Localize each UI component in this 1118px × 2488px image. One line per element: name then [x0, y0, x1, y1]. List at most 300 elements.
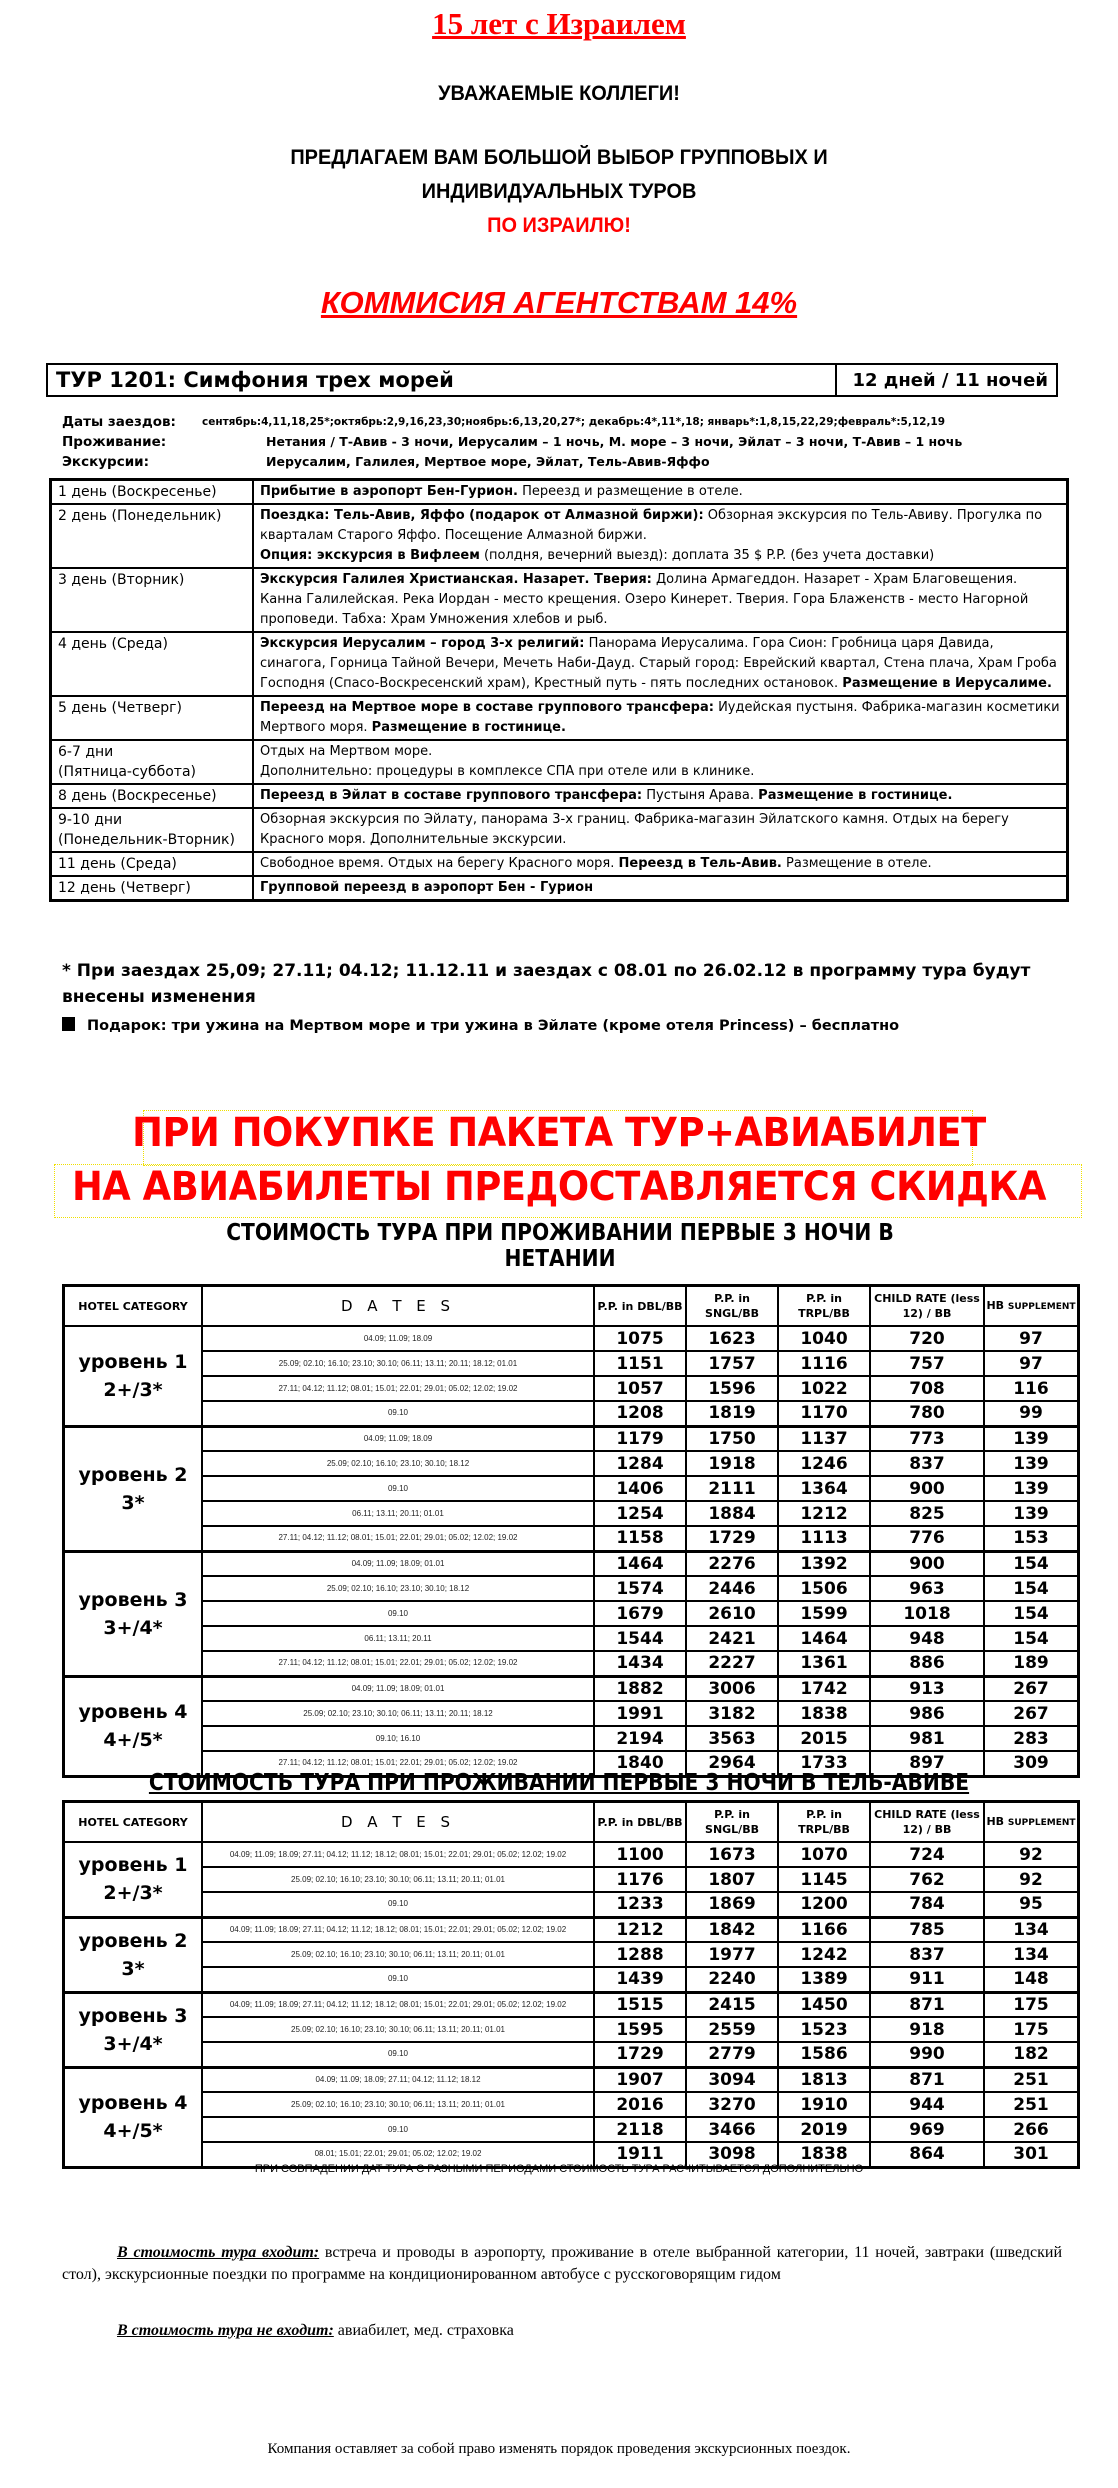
info-label-accommodation: Проживание: [62, 434, 167, 450]
price-dbl: 1158 [594, 1526, 686, 1551]
price-dbl: 1434 [594, 1651, 686, 1676]
price-child: 900 [870, 1476, 984, 1501]
program-row [51, 876, 1068, 901]
price-child: 900 [870, 1551, 984, 1576]
description-text: Отдых на Мертвом море. [260, 744, 433, 759]
price-row [64, 1992, 1079, 2017]
category-level: уровень 3 [78, 2004, 188, 2027]
price-dbl: 1254 [594, 1501, 686, 1526]
row-dates: 27.11; 04.12; 11.12; 08.01; 15.01; 22.01; 29.01; 05.02; 12.02; 19.02 [202, 1751, 594, 1776]
price-sngl: 1842 [686, 1917, 778, 1942]
price-hb: 309 [984, 1751, 1079, 1776]
category-level: уровень 2 [78, 1929, 188, 1952]
price-hb: 139 [984, 1476, 1079, 1501]
price-dbl: 1151 [594, 1351, 686, 1376]
price-row [64, 1626, 1079, 1651]
price-sngl: 1623 [686, 1326, 778, 1351]
description-bold: Размещение в гостинице. [371, 720, 566, 735]
tour-duration: 12 дней / 11 ночей [835, 365, 1056, 395]
price-hb: 139 [984, 1501, 1079, 1526]
program-day [51, 852, 254, 876]
program-row [51, 696, 1068, 740]
price-trpl: 1113 [778, 1526, 870, 1551]
row-dates: 04.09; 11.09; 18.09 [202, 1326, 594, 1351]
program-description [253, 852, 1068, 876]
price-child: 720 [870, 1326, 984, 1351]
price-trpl: 1733 [778, 1751, 870, 1776]
program-day [51, 504, 254, 568]
info-label-dates: Даты заездов: [62, 414, 176, 430]
price-dbl: 1406 [594, 1476, 686, 1501]
price-hb: 95 [984, 1892, 1079, 1917]
category-stars: 3+/4* [103, 2032, 163, 2055]
price-sngl: 3098 [686, 2142, 778, 2167]
col-sngl: P.P. in SNGL/BB [686, 1802, 778, 1843]
offer-line-3: ПО ИЗРАИЛЮ! [487, 214, 631, 237]
price-hb: 189 [984, 1651, 1079, 1676]
price-trpl: 1389 [778, 1967, 870, 1992]
price-row [64, 1401, 1079, 1426]
price-sngl: 2610 [686, 1601, 778, 1626]
price-sngl: 2276 [686, 1551, 778, 1576]
description-bold: Групповой переезд в аэропорт Бен - Гурион [260, 880, 594, 895]
description-bold: Опция: экскурсия в Вифлеем [260, 548, 480, 563]
info-value-dates: сентябрь:4,11,18,25*;октябрь:2,9,16,23,30;ноябрь:6,13,20,27*; декабрь:4*,11*,18; январь*:1,8,15,22,29;февраль*:5,12,19 [202, 416, 946, 428]
category-level: уровень 1 [78, 1854, 188, 1877]
price-trpl: 1450 [778, 1992, 870, 2017]
price-row [64, 1601, 1079, 1626]
hotel-category [64, 1551, 203, 1676]
price-child: 762 [870, 1867, 984, 1892]
col-dbl: P.P. in DBL/BB [594, 1802, 686, 1843]
program-description [253, 568, 1068, 632]
program-day [51, 808, 254, 852]
price-child: 944 [870, 2092, 984, 2117]
row-dates: 25.09; 02.10; 16.10; 23.10; 30.10; 18.12 [202, 1576, 594, 1601]
price-hb: 99 [984, 1401, 1079, 1426]
price-trpl: 1212 [778, 1501, 870, 1526]
price-sngl: 2559 [686, 2017, 778, 2042]
offer-line-1: ПРЕДЛАГАЕМ ВАМ БОЛЬШОЙ ВЫБОР ГРУППОВЫХ И [290, 146, 828, 169]
program-day [51, 696, 254, 740]
price-child: 1018 [870, 1601, 984, 1626]
description-line [260, 546, 1060, 566]
category-stars: 3+/4* [103, 1616, 163, 1639]
category-level: уровень 3 [78, 1588, 188, 1611]
price-hb: 266 [984, 2117, 1079, 2142]
col-child: CHILD RATE (less 12) / BB [870, 1286, 984, 1327]
tour-info [62, 412, 1102, 474]
price-hb: 92 [984, 1842, 1079, 1867]
price-child: 825 [870, 1501, 984, 1526]
price-sngl: 3466 [686, 2117, 778, 2142]
category-stars: 2+/3* [103, 1378, 163, 1401]
price-dbl: 1595 [594, 2017, 686, 2042]
price-dbl: 1212 [594, 1917, 686, 1942]
description-text: Панорама Иерусалима. Гора Сион: Гробница царя Давида, синагога, Горница Тайной Вечери, Мечеть Наби-Дауд. Старый город: Еврейский квартал, Стена плача, Храм Гроба Господня (Спасо-Воскресенский храм), Крестный путь - пять последних остановок. [260, 636, 1057, 691]
price-hb: 251 [984, 2092, 1079, 2117]
not-included-paragraph [117, 2320, 514, 2342]
hb-sub-label: SUPPLEMENT [1007, 1301, 1076, 1312]
row-dates: 09.10 [202, 1892, 594, 1917]
price-child: 911 [870, 1967, 984, 1992]
description-text: Свободное время. Отдых на берегу Красного моря. [260, 856, 619, 871]
price-hb: 154 [984, 1626, 1079, 1651]
hotel-category [64, 1917, 203, 1992]
description-line [260, 854, 1060, 874]
price-child: 871 [870, 1992, 984, 2017]
program-row [51, 632, 1068, 696]
row-dates: 04.09; 11.09; 18.09; 27.11; 04.12; 11.12; 18.12; 08.01; 15.01; 22.01; 29.01; 05.02; 12.02; 19.02 [202, 1992, 594, 2017]
price-row [64, 1426, 1079, 1451]
price-child: 963 [870, 1576, 984, 1601]
program-row [51, 740, 1068, 784]
day-number: 6-7 дни [58, 744, 114, 760]
price-trpl: 1242 [778, 1942, 870, 1967]
program-day [51, 480, 254, 505]
price-hb: 153 [984, 1526, 1079, 1551]
description-text: Долина Армагеддон. Назарет - Храм Благовещения. Канна Галилейская. Река Иордан - место крещения. Озеро Кинерет. Тверия. Гора Блаженств - место Нагорной проповеди. Табха: Храм Умножения хлебов и рыб. [260, 572, 1029, 627]
category-level: уровень 2 [78, 1463, 188, 1486]
hotel-category [64, 1426, 203, 1551]
day-weekday: (Воскресенье) [111, 788, 217, 804]
day-number: 4 день [58, 636, 108, 652]
description-line [260, 742, 1060, 762]
price-hb: 251 [984, 2067, 1079, 2092]
price-dbl: 1840 [594, 1751, 686, 1776]
description-line [260, 810, 1060, 850]
price-row [64, 1892, 1079, 1917]
tour-title-box [46, 363, 1058, 397]
program-row [51, 480, 1068, 505]
program-description [253, 696, 1068, 740]
day-number: 1 день [58, 484, 108, 500]
price-row [64, 1326, 1079, 1351]
program-row [51, 784, 1068, 808]
price-trpl: 1070 [778, 1842, 870, 1867]
offer-line-2: ИНДИВИДУАЛЬНЫХ ТУРОВ [421, 180, 697, 203]
price-hb: 97 [984, 1351, 1079, 1376]
program-description [253, 480, 1068, 505]
price-dbl: 1515 [594, 1992, 686, 2017]
gift-note [62, 1017, 899, 1034]
price-trpl: 1364 [778, 1476, 870, 1501]
price-row [64, 2092, 1079, 2117]
description-text: (полдня, вечерний выезд): доплата 35 $ P.P. (без учета доставки) [479, 548, 935, 563]
hotel-category [64, 1992, 203, 2067]
description-text: Переезд и размещение в отеле. [518, 484, 743, 499]
price-trpl: 1742 [778, 1676, 870, 1701]
col-hb-supplement [984, 1286, 1079, 1327]
price-hb: 154 [984, 1576, 1079, 1601]
day-weekday: (Вторник) [111, 572, 185, 588]
hotel-category [64, 1676, 203, 1776]
row-dates: 04.09; 11.09; 18.09; 27.11; 04.12; 11.12; 18.12; 08.01; 15.01; 22.01; 29.01; 05.02; 12.02; 19.02 [202, 1917, 594, 1942]
description-bold: Переезд на Мертвое море в составе группового трансфера: [260, 700, 714, 715]
program-day [51, 568, 254, 632]
price-row [64, 1942, 1079, 1967]
price-hb: 134 [984, 1942, 1079, 1967]
day-weekday: (Понедельник-Вторник) [58, 832, 235, 848]
price-trpl: 1145 [778, 1867, 870, 1892]
description-bold: Размещение в гостинице. [758, 788, 953, 803]
promo-line-1: ПРИ ПОКУПКЕ ПАКЕТА ТУР+АВИАБИЛЕТ [132, 1110, 986, 1156]
not-included-text: авиабилет, мед. страховка [333, 2322, 514, 2339]
price-trpl: 1464 [778, 1626, 870, 1651]
tour-name: ТУР 1201: Симфония трех морей [56, 368, 454, 392]
price-sngl: 3094 [686, 2067, 778, 2092]
price-sngl: 3270 [686, 2092, 778, 2117]
price-dbl: 1179 [594, 1426, 686, 1451]
day-number: 8 день [58, 788, 108, 804]
description-bold: Поездка: Тель-Авив, Яффо (подарок от Алмазной биржи): [260, 508, 704, 523]
program-description [253, 740, 1068, 784]
row-dates: 09.10 [202, 2042, 594, 2067]
price-child: 864 [870, 2142, 984, 2167]
price-child: 986 [870, 1701, 984, 1726]
price-row [64, 1501, 1079, 1526]
description-text: Обзорная экскурсия по Тель-Авиву. Прогулка по кварталам Старого Яффо. Посещение Алмазной биржи. [260, 508, 1043, 543]
hb-label: HB [986, 1298, 1005, 1312]
price-row [64, 1551, 1079, 1576]
greeting: УВАЖАЕМЫЕ КОЛЛЕГИ! [438, 82, 680, 105]
row-dates: 27.11; 04.12; 11.12; 08.01; 15.01; 22.01; 29.01; 05.02; 12.02; 19.02 [202, 1376, 594, 1401]
description-line [260, 634, 1060, 694]
row-dates: 09.10 [202, 1967, 594, 1992]
description-line [260, 570, 1060, 630]
price-dbl: 1544 [594, 1626, 686, 1651]
price-trpl: 1200 [778, 1892, 870, 1917]
program-day [51, 784, 254, 808]
description-line [260, 698, 1060, 738]
description-line [260, 878, 1060, 898]
price-child: 990 [870, 2042, 984, 2067]
price-trpl: 1116 [778, 1351, 870, 1376]
hotel-category [64, 2067, 203, 2167]
price-child: 918 [870, 2017, 984, 2042]
price-hb: 148 [984, 1967, 1079, 1992]
price-row [64, 1726, 1079, 1751]
category-stars: 2+/3* [103, 1882, 163, 1905]
program-description [253, 808, 1068, 852]
row-dates: 25.09; 02.10; 16.10; 23.10; 30.10; 06.11; 13.11; 20.11; 01.01 [202, 2092, 594, 2117]
row-dates: 08.01; 15.01; 22.01; 29.01; 05.02; 12.02; 19.02 [202, 2142, 594, 2167]
price-row [64, 1676, 1079, 1701]
price-table-netanya [62, 1284, 1080, 1778]
price-dbl: 1075 [594, 1326, 686, 1351]
price-child: 981 [870, 1726, 984, 1751]
not-included-label: В стоимость тура не входит: [117, 2322, 334, 2339]
price-row [64, 2067, 1079, 2092]
category-stars: 4+/5* [103, 1729, 163, 1751]
price-row [64, 2042, 1079, 2067]
price-dbl: 1911 [594, 2142, 686, 2167]
price-sngl: 1819 [686, 1401, 778, 1426]
description-text: Иудейская пустыня. Фабрика-магазин косметики Мертвого моря. [260, 700, 1060, 735]
description-bold: Размещение в Иерусалиме. [842, 676, 1052, 691]
col-trpl: P.P. in TRPL/BB [778, 1802, 870, 1843]
included-label: В стоимость тура входит: [117, 2244, 320, 2261]
hb-label: HB [986, 1814, 1005, 1828]
anniversary-title: 15 лет с Израилем [432, 6, 686, 41]
price-trpl: 1838 [778, 1701, 870, 1726]
price-row [64, 1351, 1079, 1376]
price-dbl: 1057 [594, 1376, 686, 1401]
price-trpl: 1523 [778, 2017, 870, 2042]
price-sngl: 1673 [686, 1842, 778, 1867]
price-dbl: 1991 [594, 1701, 686, 1726]
price-sngl: 2779 [686, 2042, 778, 2067]
price-sngl: 1918 [686, 1451, 778, 1476]
row-dates: 25.09; 02.10; 16.10; 23.10; 30.10; 06.11; 13.11; 20.11; 01.01 [202, 1867, 594, 1892]
price-sngl: 1757 [686, 1351, 778, 1376]
row-dates: 25.09; 02.10; 16.10; 23.10; 30.10; 06.11; 13.11; 20.11; 18.12; 01.01 [202, 1351, 594, 1376]
price-trpl: 1813 [778, 2067, 870, 2092]
description-line [260, 762, 1060, 782]
price-row [64, 1867, 1079, 1892]
commission-banner: КОММИСИЯ АГЕНТСТВАМ 14% [320, 285, 798, 320]
price-sngl: 3006 [686, 1676, 778, 1701]
header-row [64, 1286, 1079, 1327]
price-child: 784 [870, 1892, 984, 1917]
price-trpl: 1170 [778, 1401, 870, 1426]
row-dates: 09.10 [202, 1476, 594, 1501]
price-dbl: 1464 [594, 1551, 686, 1576]
price-trpl: 1910 [778, 2092, 870, 2117]
description-bold: Экскурсия Иерусалим – город 3-х религий: [260, 636, 585, 651]
row-dates: 09.10 [202, 1601, 594, 1626]
price-trpl: 1166 [778, 1917, 870, 1942]
price-row [64, 1376, 1079, 1401]
price-footnote: ПРИ СОВПАДЕНИИ ДАТ ТУРА С РАЗНЫМИ ПЕРИОДАМИ СТОИМОСТЬ ТУРА РАСЧИТЫВАЕТСЯ ДОПОЛНИТЕЛЬНО [254, 2163, 864, 2175]
price-sngl: 2421 [686, 1626, 778, 1651]
price-hb: 92 [984, 1867, 1079, 1892]
price-dbl: 1233 [594, 1892, 686, 1917]
category-level: уровень 1 [78, 1350, 188, 1373]
changes-note: * При заездах 25,09; 27.11; 04.12; 11.12.11 и заездах с 08.01 по 26.02.12 в программу тура будут внесены изменения [62, 961, 1031, 1007]
row-dates: 04.09; 11.09; 18.09; 27.11; 04.12; 11.12; 18.12; 08.01; 15.01; 22.01; 29.01; 05.02; 12.02; 19.02 [202, 1842, 594, 1867]
row-dates: 09.10 [202, 2117, 594, 2142]
row-dates: 09.10; 16.10 [202, 1726, 594, 1751]
program-row [51, 568, 1068, 632]
col-trpl: P.P. in TRPL/BB [778, 1286, 870, 1327]
price-row [64, 1917, 1079, 1942]
day-weekday: (Четверг) [111, 700, 182, 716]
price-trpl: 1599 [778, 1601, 870, 1626]
day-number: 2 день [58, 508, 108, 524]
price-trpl: 2015 [778, 1726, 870, 1751]
row-dates: 04.09; 11.09; 18.09; 01.01 [202, 1551, 594, 1576]
price-dbl: 1729 [594, 2042, 686, 2067]
price-trpl: 2019 [778, 2117, 870, 2142]
price-trpl: 1040 [778, 1326, 870, 1351]
day-weekday: (Понедельник) [111, 508, 222, 524]
price-sngl: 3563 [686, 1726, 778, 1751]
price-hb: 175 [984, 2017, 1079, 2042]
price-table-tel-aviv [62, 1800, 1080, 2169]
price-dbl: 1176 [594, 1867, 686, 1892]
day-number: 11 день [58, 856, 116, 872]
price-hb: 283 [984, 1726, 1079, 1751]
row-dates: 27.11; 04.12; 11.12; 08.01; 15.01; 22.01; 29.01; 05.02; 12.02; 19.02 [202, 1526, 594, 1551]
row-dates: 06.11; 13.11; 20.11; 01.01 [202, 1501, 594, 1526]
row-dates: 25.09; 02.10; 16.10; 23.10; 30.10; 18.12 [202, 1451, 594, 1476]
category-level: уровень 4 [78, 1701, 188, 1723]
price-hb: 139 [984, 1451, 1079, 1476]
price-trpl: 1392 [778, 1551, 870, 1576]
price-row [64, 2117, 1079, 2142]
description-bold: Переезд в Эйлат в составе группового трансфера: [260, 788, 643, 803]
price-child: 776 [870, 1526, 984, 1551]
price-sngl: 2227 [686, 1651, 778, 1676]
price-hb: 267 [984, 1701, 1079, 1726]
description-text: Обзорная экскурсия по Эйлату, панорама 3-х границ. Фабрика-магазин Эйлатского камня. Отдых на берегу Красного моря. Дополнительные экскурсии. [260, 812, 1009, 847]
price-dbl: 2194 [594, 1726, 686, 1751]
price-trpl: 1022 [778, 1376, 870, 1401]
col-hb-supplement [984, 1802, 1079, 1843]
price-hb: 154 [984, 1601, 1079, 1626]
col-dbl: P.P. in DBL/BB [594, 1286, 686, 1327]
gift-text: Подарок: три ужина на Мертвом море и три ужина в Эйлате (кроме отеля Princess) – бесплатно [87, 1018, 900, 1034]
price-table-1-title: СТОИМОСТЬ ТУРА ПРИ ПРОЖИВАНИИ ПЕРВЫЕ 3 НОЧИ В НЕТАНИИ [226, 1220, 894, 1272]
price-child: 913 [870, 1676, 984, 1701]
day-number: 12 день [58, 880, 116, 896]
day-weekday: (Воскресенье) [111, 484, 217, 500]
program-row [51, 852, 1068, 876]
row-dates: 06.11; 13.11; 20.11 [202, 1626, 594, 1651]
price-child: 948 [870, 1626, 984, 1651]
price-hb: 182 [984, 2042, 1079, 2067]
info-value-accommodation: Нетания / Т-Авив - 3 ночи, Иерусалим – 1 ночь, М. море – 3 ночи, Эйлат – 3 ночи, Т-Авив – 1 ночь [266, 434, 963, 449]
price-hb: 134 [984, 1917, 1079, 1942]
price-sngl: 2446 [686, 1576, 778, 1601]
description-text: Дополнительно: процедуры в комплексе СПА при отеле или в клинике. [260, 764, 755, 779]
price-sngl: 2964 [686, 1751, 778, 1776]
day-number: 5 день [58, 700, 108, 716]
program-day [51, 876, 254, 901]
price-sngl: 2415 [686, 1992, 778, 2017]
price-sngl: 1596 [686, 1376, 778, 1401]
day-number: 9-10 дни [58, 812, 123, 828]
description-text: Размещение в отеле. [781, 856, 932, 871]
price-row [64, 2017, 1079, 2042]
program-description [253, 784, 1068, 808]
price-hb: 301 [984, 2142, 1079, 2167]
included-text: встреча и проводы в аэропорту, проживание в отеле выбранной категории, 11 ночей, завтраки (шведский стол), экскурсионные поездки по программе на кондиционированном автобусе с русскоговорящим гидом [62, 2244, 1063, 2283]
col-child: CHILD RATE (less 12) / BB [870, 1802, 984, 1843]
price-dbl: 1882 [594, 1676, 686, 1701]
price-row [64, 1651, 1079, 1676]
day-weekday: (Среда) [120, 856, 177, 872]
description-line [260, 786, 1060, 806]
day-weekday: (Четверг) [120, 880, 191, 896]
price-trpl: 1137 [778, 1426, 870, 1451]
price-sngl: 2240 [686, 1967, 778, 1992]
price-sngl: 1869 [686, 1892, 778, 1917]
price-dbl: 1679 [594, 1601, 686, 1626]
price-hb: 97 [984, 1326, 1079, 1351]
price-row [64, 1526, 1079, 1551]
program-row [51, 808, 1068, 852]
price-row [64, 1451, 1079, 1476]
category-stars: 3* [121, 1491, 145, 1514]
info-label-excursions: Экскурсии: [62, 454, 150, 470]
hotel-category [64, 1326, 203, 1426]
price-sngl: 1884 [686, 1501, 778, 1526]
category-stars: 4+/5* [103, 2120, 163, 2142]
price-dbl: 1439 [594, 1967, 686, 1992]
price-dbl: 1288 [594, 1942, 686, 1967]
